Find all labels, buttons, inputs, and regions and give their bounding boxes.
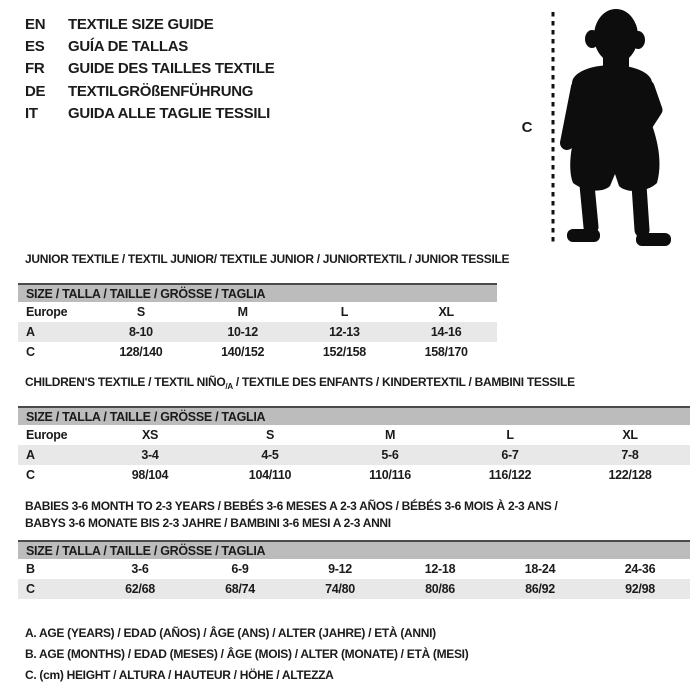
- value-cell: 110/116: [369, 468, 411, 482]
- size-header-band: [18, 406, 690, 425]
- value-cell: 104/110: [248, 468, 292, 482]
- table-row-b: [18, 559, 690, 579]
- value-cell: 9-12: [328, 562, 352, 576]
- measure-legend: [25, 622, 468, 685]
- junior-size-table: [18, 283, 497, 362]
- value-cell: 6-7: [501, 448, 519, 462]
- table-row-c: [18, 579, 690, 599]
- value-cell: 12-13: [329, 325, 360, 339]
- language-label: GUIDE DES TAILLES TEXTILE: [68, 60, 275, 78]
- row-label-cell: A: [26, 448, 35, 462]
- value-cell: 7-8: [621, 448, 639, 462]
- value-cell: 24-36: [624, 562, 656, 576]
- value-cell: 62/68: [125, 582, 155, 596]
- children-section-title: [25, 375, 575, 389]
- value-cell: 128/140: [119, 345, 163, 359]
- language-row-it: [25, 103, 274, 125]
- value-cell: 80/86: [425, 582, 455, 596]
- language-code: EN: [25, 15, 46, 33]
- value-cell: 6-9: [231, 562, 249, 576]
- size-col-cell: S: [136, 305, 145, 319]
- row-label-cell: A: [26, 325, 35, 339]
- children-title-subscript: /A: [225, 382, 233, 391]
- size-col-cell: L: [340, 305, 349, 319]
- value-cell: 140/152: [221, 345, 265, 359]
- language-row-fr: [25, 58, 274, 80]
- size-col-cell: XS: [141, 428, 159, 442]
- value-cell: 98/104: [131, 468, 169, 482]
- size-header-text: SIZE / TALLA / TAILLE / GRÖSSE / TAGLIA: [26, 543, 266, 558]
- value-cell: 86/92: [525, 582, 555, 596]
- table-row-c: [18, 465, 690, 485]
- language-code: ES: [25, 38, 45, 56]
- language-row-de: [25, 80, 274, 102]
- value-cell: 5-6: [381, 448, 399, 462]
- value-cell: 68/74: [225, 582, 255, 596]
- value-cell: 3-6: [131, 562, 149, 576]
- size-col-cell: XL: [438, 305, 454, 319]
- language-label: GUÍA DE TALLAS: [68, 38, 188, 56]
- region-row: [18, 425, 690, 445]
- value-cell: 12-18: [424, 562, 456, 576]
- table-row-a: [18, 322, 497, 342]
- legend-line-b: B. AGE (MONTHS) / EDAD (MESES) / ÂGE (MOIS) / ALTER (MONATE) / ETÀ (MESI): [25, 646, 469, 661]
- language-label: GUIDA ALLE TAGLIE TESSILI: [68, 105, 270, 123]
- junior-section-title: JUNIOR TEXTILE / TEXTIL JUNIOR/ TEXTILE JUNIOR / JUNIORTEXTIL / JUNIOR TESSILE: [25, 252, 510, 266]
- value-cell: 14-16: [430, 325, 462, 339]
- language-label: TEXTILE SIZE GUIDE: [68, 15, 214, 33]
- height-measure-label: C: [521, 119, 533, 136]
- language-code: DE: [25, 82, 46, 100]
- size-header-text: SIZE / TALLA / TAILLE / GRÖSSE / TAGLIA: [26, 286, 266, 301]
- children-title-before: CHILDREN'S TEXTILE / TEXTIL NIÑO: [25, 375, 226, 389]
- toddler-figure: [567, 9, 671, 246]
- language-label: TEXTILGRÖßENFÜHRUNG: [68, 82, 254, 100]
- babies-title-line1: BABIES 3-6 MONTH TO 2-3 YEARS / BEBÉS 3-6 MESES A 2-3 AÑOS / BÉBÉS 3-6 MOIS À 2-3 ANS /: [25, 499, 558, 513]
- table-row-c: [18, 342, 497, 362]
- value-cell: 92/98: [625, 582, 655, 596]
- babies-section-title: [25, 498, 557, 532]
- value-cell: 74/80: [325, 582, 355, 596]
- value-cell: 4-5: [261, 448, 279, 462]
- size-col-cell: S: [265, 428, 275, 442]
- size-col-cell: XL: [622, 428, 638, 442]
- size-col-cell: M: [237, 305, 248, 319]
- row-label-cell: B: [26, 562, 35, 576]
- size-header-text: SIZE / TALLA / TAILLE / GRÖSSE / TAGLIA: [26, 409, 266, 424]
- value-cell: 116/122: [488, 468, 532, 482]
- legend-line-a: A. AGE (YEARS) / EDAD (AÑOS) / ÂGE (ANS) / ALTER (JAHRE) / ETÀ (ANNI): [25, 625, 436, 640]
- value-cell: 8-10: [128, 325, 153, 339]
- size-col-cell: M: [384, 428, 396, 442]
- size-col-cell: L: [506, 428, 514, 442]
- row-label-cell: C: [26, 345, 35, 359]
- language-row-en: [25, 13, 274, 35]
- region-label-cell: Europe: [26, 305, 68, 319]
- children-size-table: [18, 406, 690, 485]
- language-code: IT: [25, 105, 38, 123]
- baby-silhouette: [515, 5, 700, 250]
- value-cell: 3-4: [141, 448, 159, 462]
- legend-line-c: C. (cm) HEIGHT / ALTURA / HAUTEUR / HÖHE / ALTEZZA: [25, 667, 334, 682]
- row-label-cell: C: [26, 582, 35, 596]
- children-title-after: / TEXTILE DES ENFANTS / KINDERTEXTIL / BAMBINI TESSILE: [232, 375, 575, 389]
- row-label-cell: C: [26, 468, 35, 482]
- language-code: FR: [25, 60, 45, 78]
- babies-title-line2: BABYS 3-6 MONATE BIS 2-3 JAHRE / BAMBINI 3-6 MESI A 2-3 ANNI: [25, 516, 391, 530]
- value-cell: 18-24: [524, 562, 556, 576]
- value-cell: 158/170: [424, 345, 468, 359]
- size-header-band: [18, 540, 690, 559]
- region-row: [18, 302, 497, 322]
- value-cell: 10-12: [227, 325, 258, 339]
- value-cell: 152/158: [322, 345, 366, 359]
- size-header-band: [18, 283, 497, 302]
- value-cell: 122/128: [608, 468, 652, 482]
- babies-size-table: [18, 540, 690, 599]
- language-row-es: [25, 35, 274, 57]
- language-list: [25, 13, 274, 125]
- table-row-a: [18, 445, 690, 465]
- region-label-cell: Europe: [26, 428, 68, 442]
